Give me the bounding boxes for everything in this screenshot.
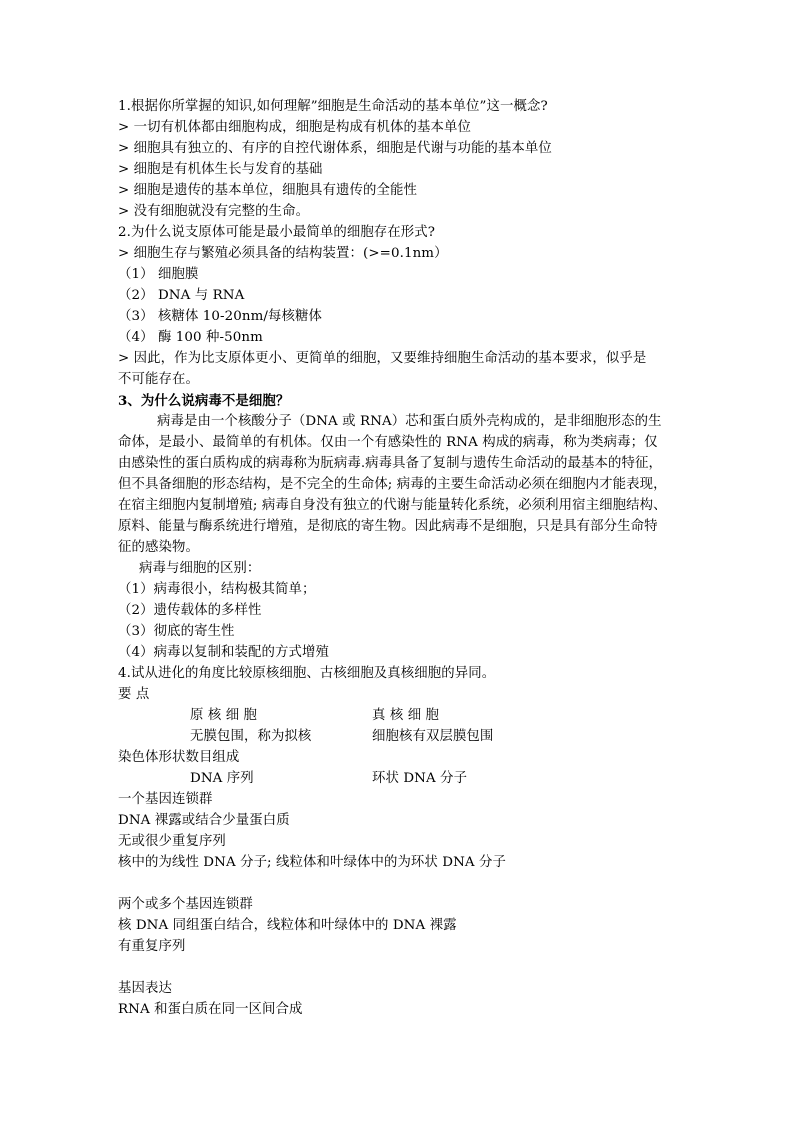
q3-diff-item: （2）遗传载体的多样性 xyxy=(118,603,262,618)
q1-point: > 细胞具有独立的、有序的自控代谢体系，细胞是代谢与功能的基本单位 xyxy=(118,141,552,156)
q1-point: > 细胞是遗传的基本单位，细胞具有遗传的全能性 xyxy=(118,183,417,198)
q4-line: 一个基因连锁群 xyxy=(118,792,213,807)
q3-paragraph-line: 原料、能量与酶系统进行增殖，是彻底的寄生物。因此病毒不是细胞，只是具有部分生命特 xyxy=(118,519,658,534)
q3-diff-item: （1）病毒很小，结构极其简单； xyxy=(118,582,316,597)
q2-item: （3） 核糖体 10-20nm/每核糖体 xyxy=(118,309,322,324)
q1-point: > 没有细胞就没有完整的生命。 xyxy=(118,204,310,219)
q3-diff-item: （3）彻底的寄生性 xyxy=(118,624,235,639)
q4-line: 基因表达 xyxy=(118,981,172,996)
q4-row2-eukaryote: 环状 DNA 分子 xyxy=(372,771,468,786)
q1-title: 1.根据你所掌握的知识,如何理解”细胞是生命活动的基本单位”这一概念? xyxy=(118,99,548,114)
q4-line: DNA 裸露或结合少量蛋白质 xyxy=(118,813,290,828)
q3-paragraph-line: 命体，是最小、最简单的有机体。仅由一个有感染性的 RNA 构成的病毒，称为类病毒；仅 xyxy=(118,435,658,450)
q3-paragraph-line: 在宿主细胞内复制增殖; 病毒自身没有独立的代谢与能量转化系统，必须利用宿主细胞结构、 xyxy=(118,498,667,513)
q4-chromosome: 染色体形状数目组成 xyxy=(118,750,240,765)
q1-point: > 一切有机体都由细胞构成，细胞是构成有机体的基本单位 xyxy=(118,120,471,135)
q2-title: 2.为什么说支原体可能是最小最简单的细胞存在形式? xyxy=(118,225,436,240)
q3-diff-item: （4）病毒以复制和装配的方式增殖 xyxy=(118,645,329,660)
q2-item: （1） 细胞膜 xyxy=(118,267,199,282)
q2-conclusion: > 因此，作为比支原体更小、更简单的细胞，又要维持细胞生命活动的基本要求，似乎是 xyxy=(118,351,647,366)
q3-diff-title: 病毒与细胞的区别： xyxy=(139,561,261,576)
q3-paragraph-line: 由感染性的蛋白质构成的病毒称为朊病毒.病毒具备了复制与遗传生命活动的最基本的特征， xyxy=(118,456,662,471)
q3-paragraph-line: 病毒是由一个核酸分子（DNA 或 RNA）芯和蛋白质外壳构成的，是非细胞形态的生 xyxy=(157,414,662,429)
q4-line: 核中的为线性 DNA 分子; 线粒体和叶绿体中的为环状 DNA 分子 xyxy=(118,855,507,870)
q4-row1-prokaryote: 无膜包围，称为拟核 xyxy=(190,729,312,744)
q4-col-prokaryote: 原 核 细 胞 xyxy=(190,708,258,723)
q4-key-points: 要 点 xyxy=(118,687,150,702)
q4-line: 两个或多个基因连锁群 xyxy=(118,897,253,912)
q3-paragraph-line: 但不具备细胞的形态结构，是不完全的生命体; 病毒的主要生命活动必须在细胞内才能表现， xyxy=(118,477,667,492)
q4-line: 无或很少重复序列 xyxy=(118,834,226,849)
q4-col-eukaryote: 真 核 细 胞 xyxy=(372,708,440,723)
q4-line: 有重复序列 xyxy=(118,939,186,954)
q2-item: （4） 酶 100 种-50nm xyxy=(118,330,263,345)
q2-conclusion-cont: 不可能存在。 xyxy=(118,372,199,387)
q3-paragraph-line: 征的感染物。 xyxy=(118,540,199,555)
q4-row1-eukaryote: 细胞核有双层膜包围 xyxy=(372,729,494,744)
q4-row2-prokaryote: DNA 序列 xyxy=(190,771,254,786)
q1-point: > 细胞是有机体生长与发育的基础 xyxy=(118,162,323,177)
q4-title: 4.试从进化的角度比较原核细胞、古核细胞及真核细胞的异同。 xyxy=(118,666,496,681)
q4-line: 核 DNA 同组蛋白结合，线粒体和叶绿体中的 DNA 裸露 xyxy=(118,918,457,933)
q3-title: 3、为什么说病毒不是细胞？ xyxy=(118,393,290,409)
q4-line: RNA 和蛋白质在同一区间合成 xyxy=(118,1002,303,1017)
q2-intro: > 细胞生存与繁殖必须具备的结构装置：(>=0.1nm） xyxy=(118,246,448,261)
q2-item: （2） DNA 与 RNA xyxy=(118,288,245,303)
